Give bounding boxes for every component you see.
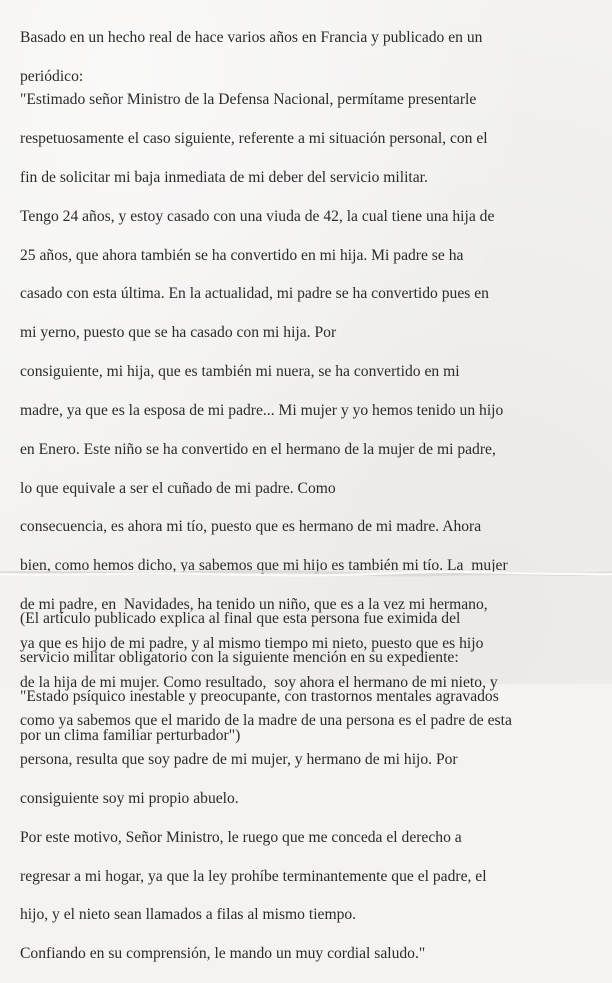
letter-line: mi yerno, puesto que se ha casado con mi hija. Por [20, 324, 337, 342]
intro-line: Basado en un hecho real de hace varios años en Francia y publicado en un [20, 29, 483, 47]
letter-line: regresar a mi hogar, ya que la ley prohíbe terminantemente que el padre, el [20, 867, 487, 885]
letter-line: consecuencia, es ahora mi tío, puesto que es hermano de mi madre. Ahora [20, 518, 482, 536]
letter-line: de mi padre, en Navidades, ha tenido un niño, que es a la vez mi hermano, [20, 595, 488, 613]
letter-line: casado con esta última. En la actualidad, mi padre se ha convertido pues en [20, 285, 489, 303]
footnote-paragraph [20, 590, 612, 765]
letter-line: como ya sabemos que el marido de la madre de una persona es el padre de esta [20, 712, 512, 730]
letter-line: Tengo 24 años, y estoy casado con una viuda de 42, la cual tiene una hija de [20, 207, 495, 225]
letter-line: respetuosamente el caso siguiente, referente a mi situación personal, con el [20, 130, 488, 148]
letter-line: consiguiente, mi hija, que es también mi nuera, se ha convertido en mi [20, 363, 460, 381]
note-line: por un clima familiar perturbador") [20, 726, 241, 744]
note-line: "Estado psíquico inestable y preocupante, con trastornos mentales agravados [20, 688, 499, 706]
letter-line: hijo, y el nieto sean llamados a filas al mismo tiempo. [20, 906, 357, 924]
letter-line: en Enero. Este niño se ha convertido en el hermano de la mujer de mi padre, [20, 440, 496, 458]
letter-line: Confiando en su comprensión, le mando un muy cordial saludo." [20, 945, 426, 963]
letter-line: fin de solicitar mi baja inmediata de mi deber del servicio militar. [20, 169, 428, 187]
letter-line: bien, como hemos dicho, ya sabemos que mi hijo es también mi tío. La mujer [20, 557, 508, 575]
letter-line: madre, ya que es la esposa de mi padre... Mi mujer y yo hemos tenido un hijo [20, 401, 504, 419]
letter-line: Por este motivo, Señor Ministro, le ruego que me conceda el derecho a [20, 828, 462, 846]
intro-line: periódico: [20, 68, 84, 86]
letter-line: de la hija de mi mujer. Como resultado, soy ahora el hermano de mi nieto, y [20, 673, 498, 691]
note-line: servicio militar obligatorio con la siguiente mención en su expediente: [20, 649, 459, 667]
letter-line: "Estimado señor Ministro de la Defensa Nacional, permítame presentarle [20, 91, 477, 109]
letter-line: lo que equivale a ser el cuñado de mi padre. Como [20, 479, 336, 497]
letter-line: ya que es hijo de mi padre, y al mismo tiempo mi nieto, puesto que es hijo [20, 634, 484, 652]
letter-line: 25 años, que ahora también se ha convertido en mi hija. Mi padre se ha [20, 246, 464, 264]
letter-line: persona, resulta que soy padre de mi mujer, y hermano de mi hijo. Por [20, 751, 458, 769]
torn-edge-divider [0, 566, 612, 580]
note-line: (El artículo publicado explica al final que esta persona fue eximida del [20, 610, 461, 628]
letter-body [20, 71, 612, 983]
letter-line: consiguiente soy mi propio abuelo. [20, 790, 239, 808]
